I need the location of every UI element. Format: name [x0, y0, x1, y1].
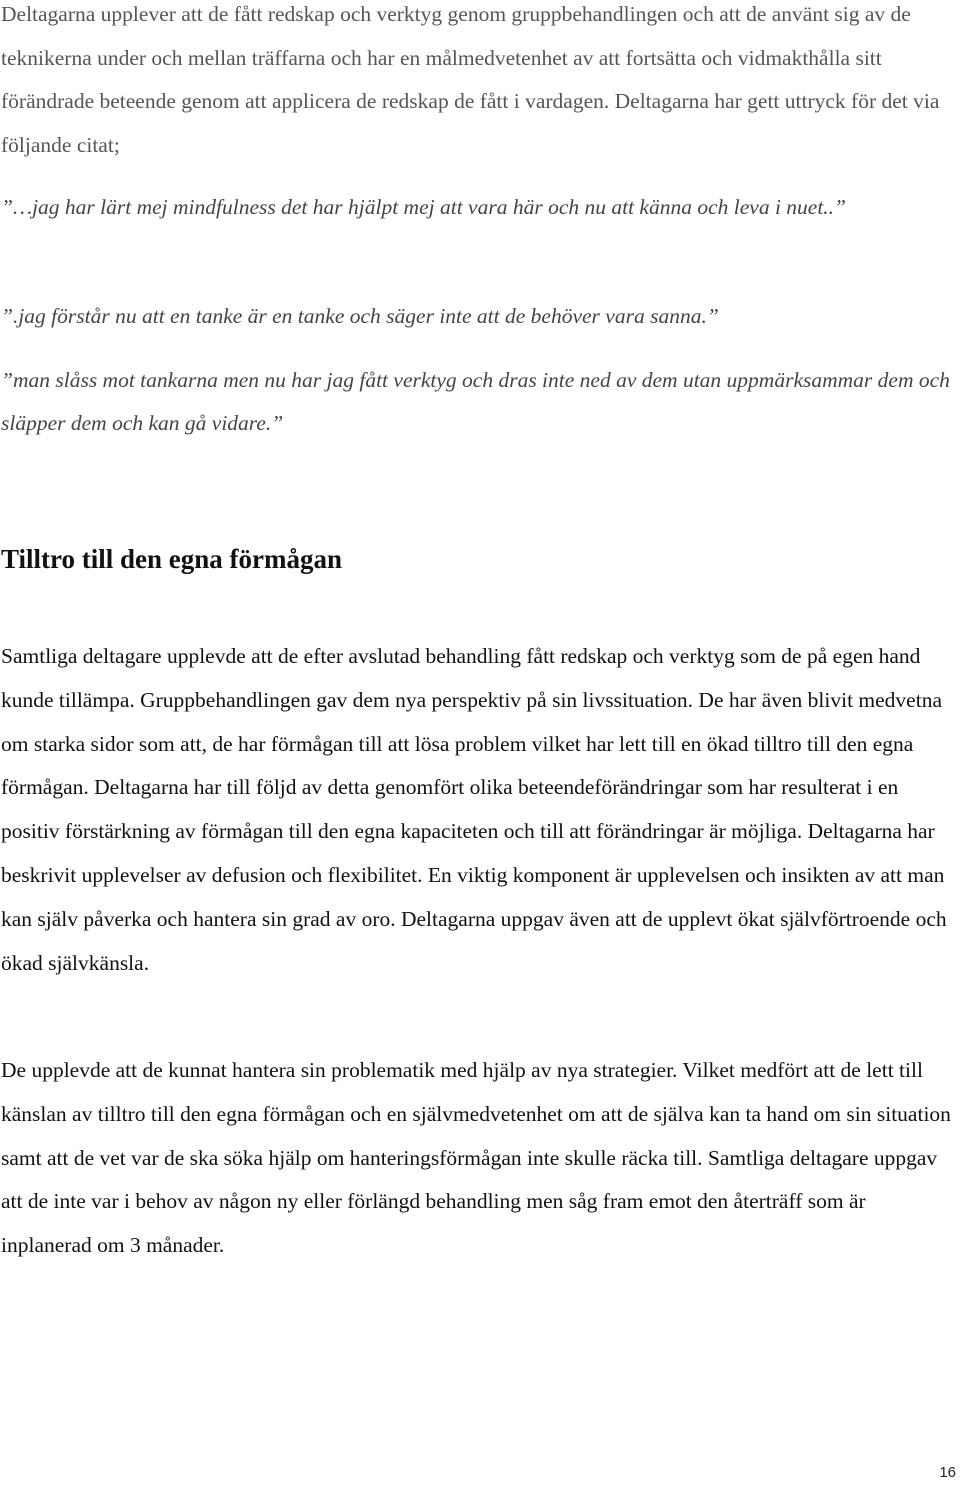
- section-paragraph-2: De upplevde att de kunnat hantera sin problematik med hjälp av nya strategier. Vilket medfört att de lett till känslan av tilltro till den egna förmågan och en självmedvetenhet om att de själva kan ta hand om sin situation samt att de vet var de ska söka hjälp om hanteringsförmågan inte skulle räcka till. Samtliga deltagare uppgav att de inte var i behov av någon ny eller förlängd behandling men såg fram emot den återträff som är inplanerad om 3 månader.: [1, 1058, 951, 1258]
- page-number: 16: [939, 1464, 956, 1481]
- section-paragraph-1: Samtliga deltagare upplevde att de efter avslutad behandling fått redskap och verktyg som de på egen hand kunde tillämpa. Gruppbehandlingen gav dem nya perspektiv på sin livssituation. De har även blivit medvetna om starka sidor som att, de har förmågan till att lösa problem vilket har lett till en ökad tilltro till den egna förmågan. Deltagarna har till följd av detta genomfört olika beteendeförändringar som har resulterat i en positiv förstärkning av förmågan till den egna kapaciteten och till att förändringar är möjliga. Deltagarna har beskrivit upplevelser av defusion och flexibilitet. En viktig komponent är upplevelsen och insikten av att man kan själv påverka och hantera sin grad av oro. Deltagarna uppgav även att de upplevt ökat självförtroende och ökad självkänsla.: [1, 644, 947, 975]
- quote-thought: ”.jag förstår nu att en tanke är en tanke och säger inte att de behöver vara sanna.”: [1, 304, 719, 328]
- section-heading: Tilltro till den egna förmågan: [1, 544, 343, 574]
- quote-tools: ”man slåss mot tankarna men nu har jag fått verktyg och dras inte ned av dem utan uppmärksammar dem och släpper dem och kan gå vidare.”: [1, 368, 950, 435]
- intro-paragraph: Deltagarna upplever att de fått redskap och verktyg genom gruppbehandlingen och att de använt sig av de teknikerna under och mellan träffarna och har en målmedvetenhet av att fortsätta och vidmakthålla sitt förändrade beteende genom att applicera de redskap de fått i vardagen. Deltagarna har gett uttryck för det via följande citat;: [1, 2, 940, 157]
- quote-mindfulness: ”…jag har lärt mej mindfulness det har hjälpt mej att vara här och nu att känna och leva i nuet..”: [1, 195, 847, 219]
